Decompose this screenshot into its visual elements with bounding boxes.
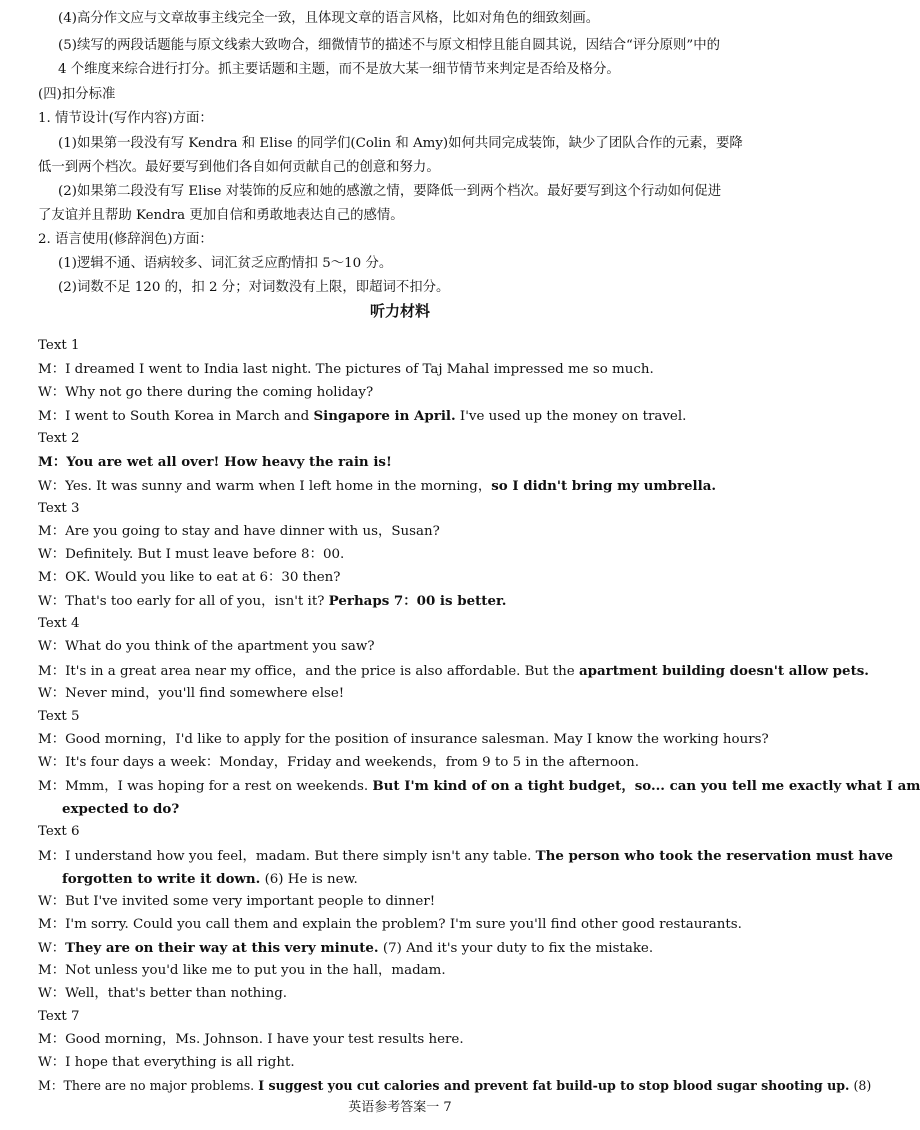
dialogue-line: W：They are on their way at this very minute. (7) And it's your duty to fix the mistake.	[38, 940, 654, 956]
dialogue-line: M：Mmm，I was hoping for a rest on weekends. But I'm kind of on a tight budget，so... can you tell me exactly what I am	[38, 778, 920, 794]
dialogue-line: W：Never mind，you'll find somewhere else!	[38, 686, 345, 701]
dialogue-line: M：I went to South Korea in March and Singapore in April. I've used up the money on travel.	[38, 408, 687, 424]
text-heading: Text 4	[38, 616, 80, 631]
dialogue-line: M：Are you going to stay and have dinner with us，Susan?	[38, 524, 440, 539]
dialogue-line: M：I dreamed I went to India last night. The pictures of Taj Mahal impressed me so much.	[38, 362, 654, 377]
answer-highlight: so I didn't bring my umbrella.	[491, 478, 717, 494]
language-rule-1: (1)逻辑不通、语病较多、词汇贫乏应酌情扣 5～10 分。	[58, 256, 393, 271]
text-heading: Text 5	[38, 709, 80, 724]
answer-highlight: forgotten to write it down.	[62, 871, 261, 887]
dialogue-line: M：Not unless you'd like me to put you in the hall，madam.	[38, 963, 446, 978]
section-title: 听力材料	[369, 302, 430, 320]
language-rule-2: (2)词数不足 120 的，扣 2 分；对词数没有上限，即超词不扣分。	[58, 280, 450, 295]
language-heading: 2. 语言使用(修辞润色)方面：	[38, 232, 213, 247]
dialogue-line: W：Well，that's better than nothing.	[38, 986, 288, 1001]
text-heading: Text 2	[38, 431, 80, 446]
answer-highlight: I suggest you cut calories and prevent fat build-up to stop blood sugar shooting up.	[258, 1078, 850, 1093]
dialogue-line: W：It's four days a week：Monday，Friday and weekends，from 9 to 5 in the afternoon.	[38, 755, 639, 770]
page-footer: 英语参考答案一 7	[348, 1100, 452, 1115]
text-heading: Text 3	[38, 501, 80, 516]
plot-design-heading: 1. 情节设计(写作内容)方面：	[38, 111, 213, 126]
plot-rule-1: (1)如果第一段没有写 Kendra 和 Elise 的同学们(Colin 和 Amy)如何共同完成装饰，缺少了团队合作的元素，要降	[58, 136, 743, 151]
answer-highlight: M：You are wet all over! How heavy the rain is!	[38, 454, 392, 470]
scoring-note-4: (4)高分作文应与文章故事主线完全一致，且体现文章的语言风格，比如对角色的细致刻画。	[58, 11, 600, 26]
dialogue-line: M：Good morning，I'd like to apply for the position of insurance salesman. May I know the working hours?	[38, 732, 769, 747]
dialogue-line: W：But I've invited some very important people to dinner!	[38, 894, 436, 909]
dialogue-line: W：What do you think of the apartment you saw?	[38, 639, 375, 654]
answer-highlight: But I'm kind of on a tight budget，so... can you tell me exactly what I am	[372, 778, 920, 794]
deduction-heading: (四)扣分标准	[38, 87, 116, 102]
plot-rule-2-cont: 了友谊并且帮助 Kendra 更加自信和勇敢地表达自己的感情。	[38, 208, 404, 223]
text-heading: Text 6	[38, 824, 80, 839]
text-heading: Text 1	[38, 338, 80, 353]
answer-highlight: Singapore in April.	[313, 408, 456, 424]
dialogue-line: M：There are no major problems. I suggest you cut calories and prevent fat build-up to stop blood sugar shooting up. (8)	[38, 1078, 872, 1093]
dialogue-line: M：It's in a great area near my office，and the price is also affordable. But the apartment building doesn't allow pets.	[38, 663, 869, 679]
dialogue-line: W：Definitely. But I must leave before 8：00.	[38, 547, 345, 562]
dialogue-line-cont	[62, 799, 179, 820]
answer-highlight: apartment building doesn't allow pets.	[578, 663, 869, 679]
text-heading: Text 7	[38, 1009, 80, 1024]
answer-highlight: The person who took the reservation must have	[535, 848, 894, 864]
dialogue-line-cont: forgotten to write it down. (6) He is new.	[62, 871, 358, 887]
dialogue-line: W：I hope that everything is all right.	[38, 1055, 295, 1070]
answer-highlight: They are on their way at this very minute.	[65, 940, 379, 956]
dialogue-line: W：That's too early for all of you，isn't it? Perhaps 7：00 is better.	[38, 593, 507, 609]
answer-highlight: Perhaps 7：00 is better.	[328, 593, 507, 609]
dialogue-line: M：I understand how you feel，madam. But there simply isn't any table. The person who took the reservation must have	[38, 848, 894, 864]
plot-rule-2: (2)如果第二段没有写 Elise 对装饰的反应和她的感激之情，要降低一到两个档次。最好要写到这个行动如何促进	[58, 184, 722, 199]
plot-rule-1-cont: 低一到两个档次。最好要写到他们各自如何贡献自己的创意和努力。	[38, 160, 440, 175]
dialogue-line: M：Good morning，Ms. Johnson. I have your test results here.	[38, 1032, 464, 1047]
dialogue-line	[38, 452, 392, 473]
dialogue-line: W：Why not go there during the coming holiday?	[38, 385, 374, 400]
answer-highlight: expected to do?	[62, 801, 180, 817]
dialogue-line: M：OK. Would you like to eat at 6：30 then?	[38, 570, 341, 585]
dialogue-line: W：Yes. It was sunny and warm when I left home in the morning，so I didn't bring my umbrella.	[38, 478, 717, 494]
scoring-note-5-cont: 4 个维度来综合进行打分。抓主要话题和主题，而不是放大某一细节情节来判定是否给及格分。	[58, 62, 620, 77]
dialogue-line: M：I'm sorry. Could you call them and explain the problem? I'm sure you'll find other good restaurants.	[38, 917, 742, 932]
scoring-note-5: (5)续写的两段话题能与原文线索大致吻合，细微情节的描述不与原文相悖且能自圆其说，因结合“评分原则”中的	[58, 38, 721, 53]
